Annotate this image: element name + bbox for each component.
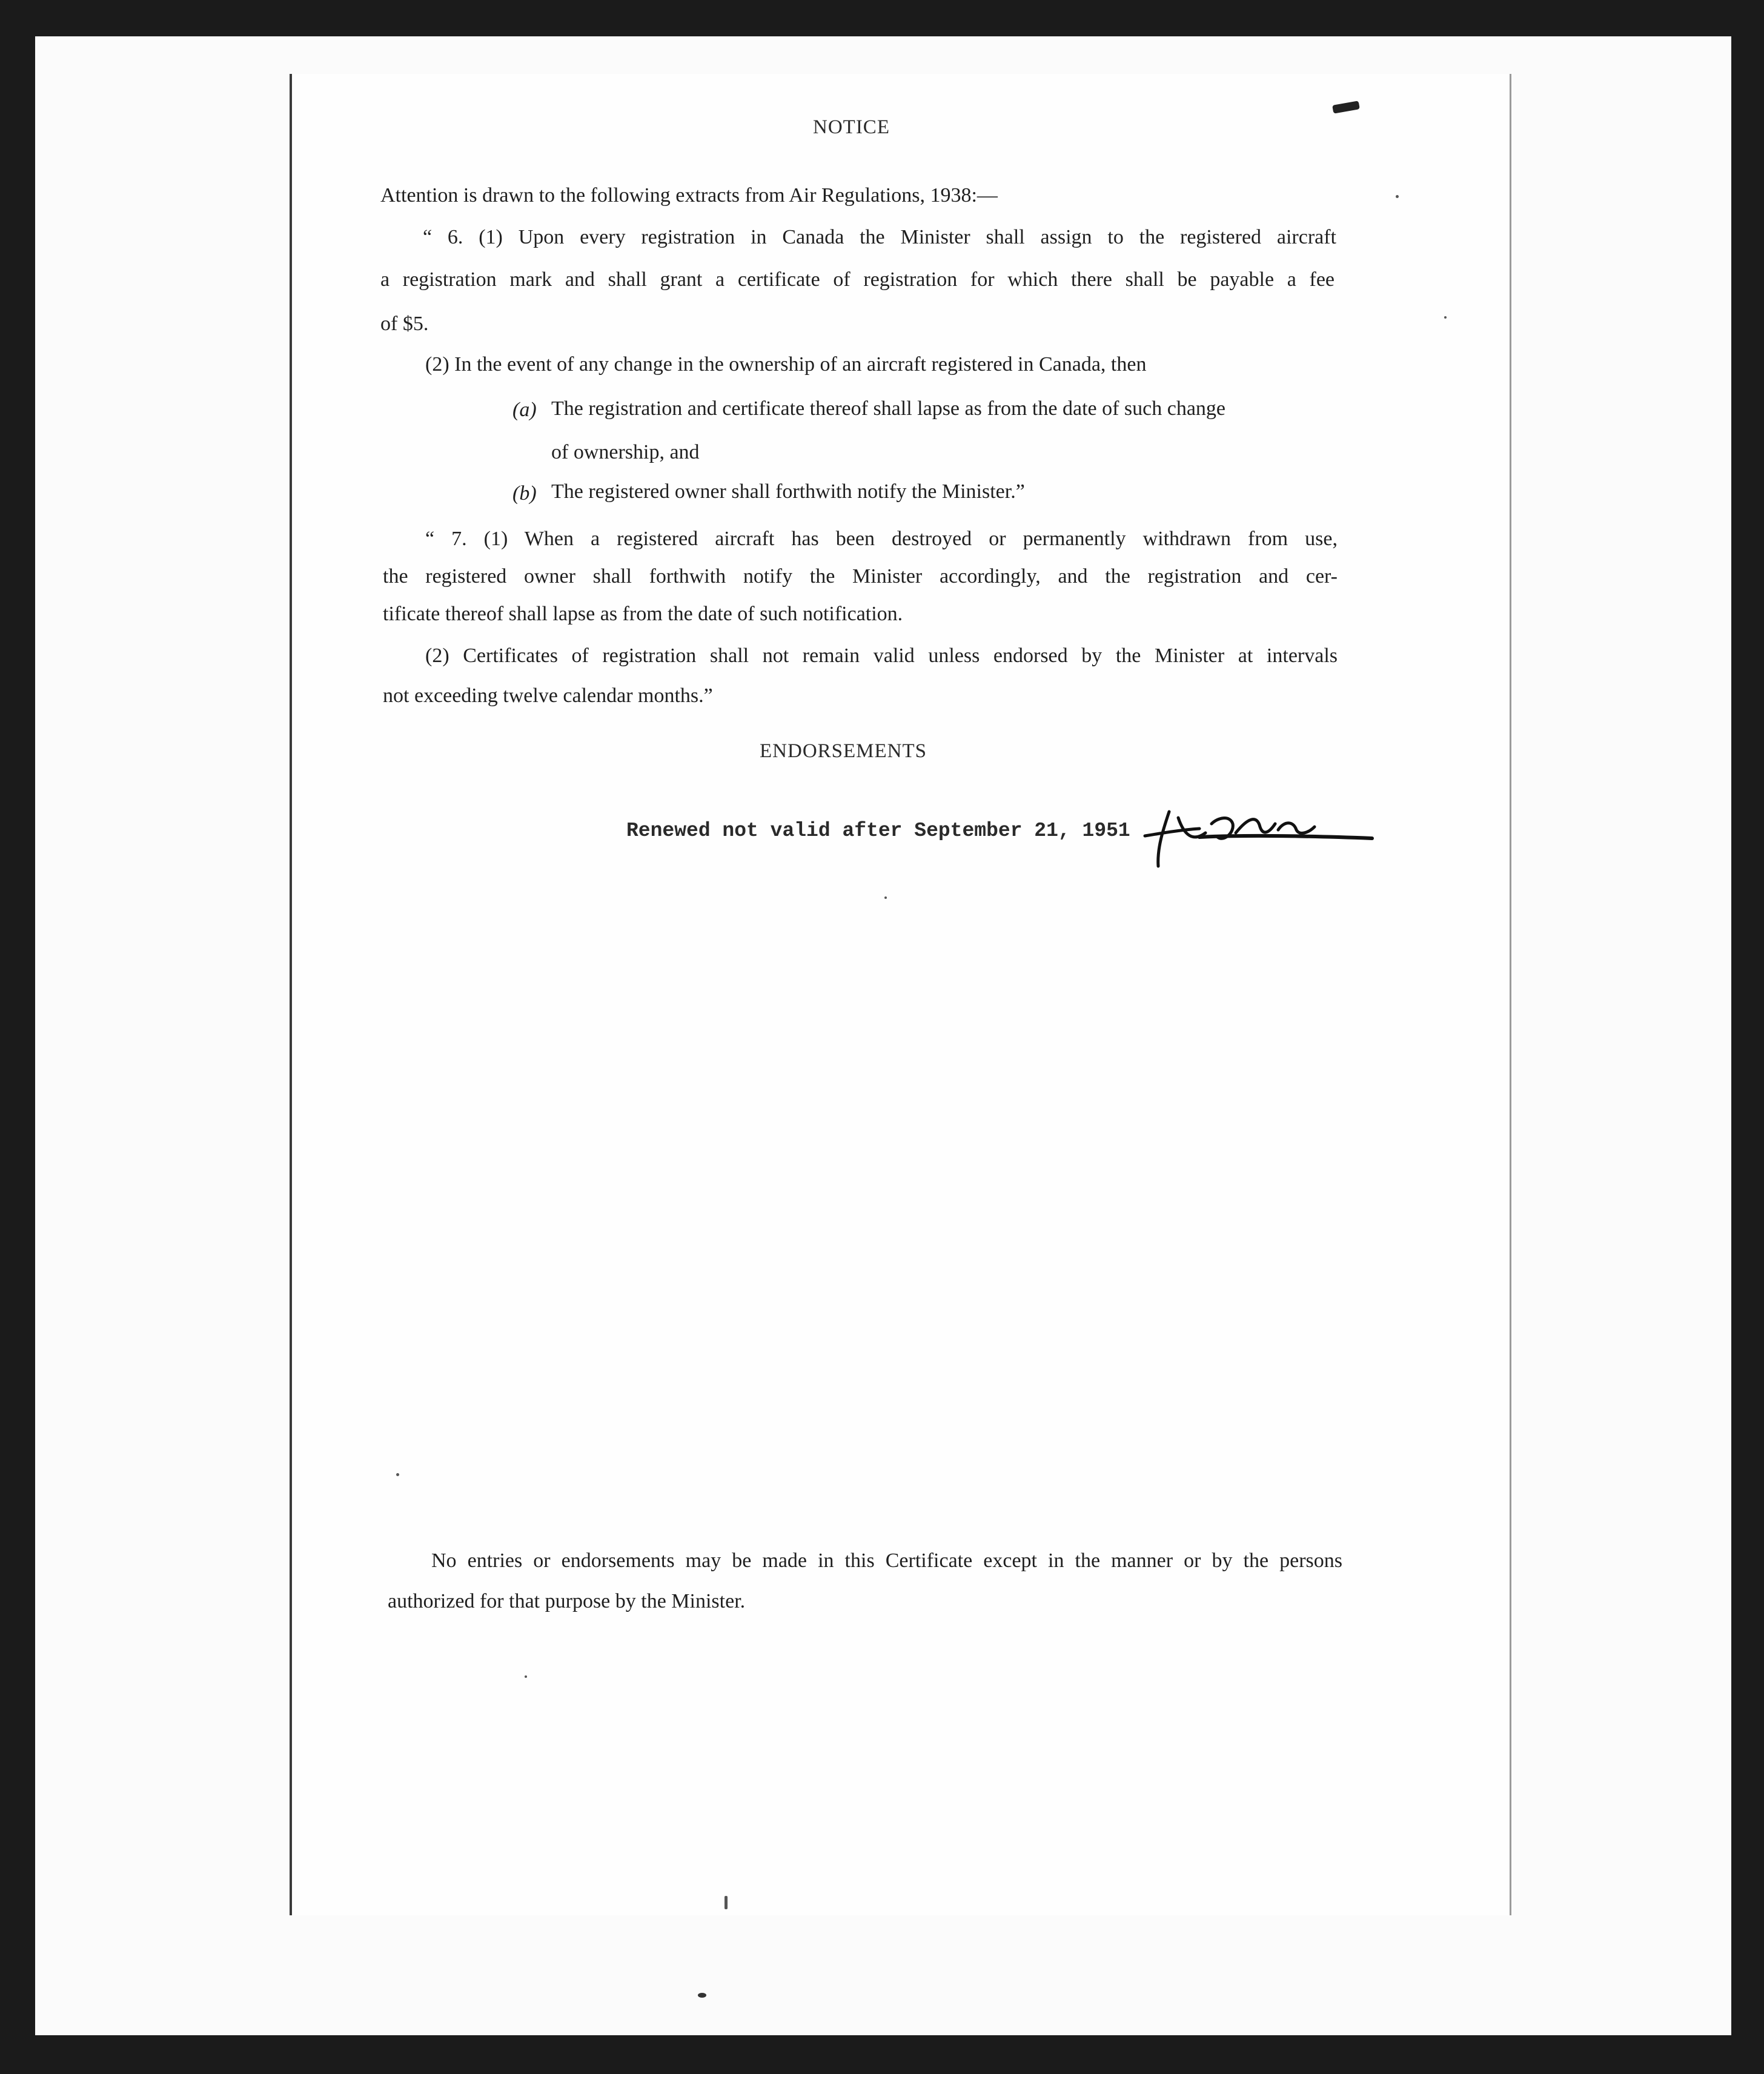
scan-page bbox=[35, 36, 1731, 2035]
reg6-para1-line1: “ 6. (1) Upon every registration in Canada the Minister shall assign to the registered aircraft bbox=[423, 226, 1336, 248]
notice-title: NOTICE bbox=[813, 116, 890, 138]
scan-speck bbox=[1396, 195, 1399, 198]
signature-icon bbox=[1127, 800, 1381, 872]
footer-line2: authorized for that purpose by the Minister. bbox=[388, 1590, 746, 1612]
reg7-para2-line2: not exceeding twelve calendar months.” bbox=[383, 684, 713, 707]
reg6-para1-line3: of $5. bbox=[380, 313, 429, 335]
endorsements-heading: ENDORSEMENTS bbox=[760, 740, 927, 762]
endorsement-typed-line: Renewed not valid after September 21, 1951 bbox=[626, 820, 1130, 842]
reg6-para1-line2: a registration mark and shall grant a certificate of registration for which there shall be payable a fee bbox=[380, 268, 1335, 291]
reg7-para1-line1: “ 7. (1) When a registered aircraft has been destroyed or permanently withdrawn from use, bbox=[425, 528, 1338, 550]
reg7-para1-line3: tificate thereof shall lapse as from the date of such notification. bbox=[383, 603, 903, 625]
intro-line: Attention is drawn to the following extracts from Air Regulations, 1938:— bbox=[380, 184, 998, 207]
scan-speck bbox=[724, 1896, 728, 1909]
reg6-item-a-line1: The registration and certificate thereof shall lapse as from the date of such change bbox=[551, 397, 1226, 420]
document-sheet bbox=[290, 74, 1511, 1915]
scan-speck bbox=[884, 896, 887, 899]
scan-speck bbox=[1444, 316, 1447, 319]
reg7-para2-line1: (2) Certificates of registration shall not remain valid unless endorsed by the Minister at intervals bbox=[425, 644, 1338, 667]
scan-speck bbox=[525, 1675, 527, 1678]
scan-speck bbox=[396, 1473, 399, 1476]
reg6-item-b-line1: The registered owner shall forthwith notify the Minister.” bbox=[551, 480, 1025, 503]
reg6-para2-line1: (2) In the event of any change in the ownership of an aircraft registered in Canada, then bbox=[425, 353, 1147, 376]
reg6-item-a-line2: of ownership, and bbox=[551, 441, 700, 463]
reg6-item-b-label: (b) bbox=[512, 482, 537, 505]
scan-speck bbox=[698, 1993, 706, 1998]
reg6-item-a-label: (a) bbox=[512, 399, 537, 421]
reg7-para1-line2: the registered owner shall forthwith notify the Minister accordingly, and the registration and cer- bbox=[383, 565, 1338, 588]
footer-line1: No entries or endorsements may be made in this Certificate except in the manner or by the persons bbox=[431, 1549, 1342, 1572]
